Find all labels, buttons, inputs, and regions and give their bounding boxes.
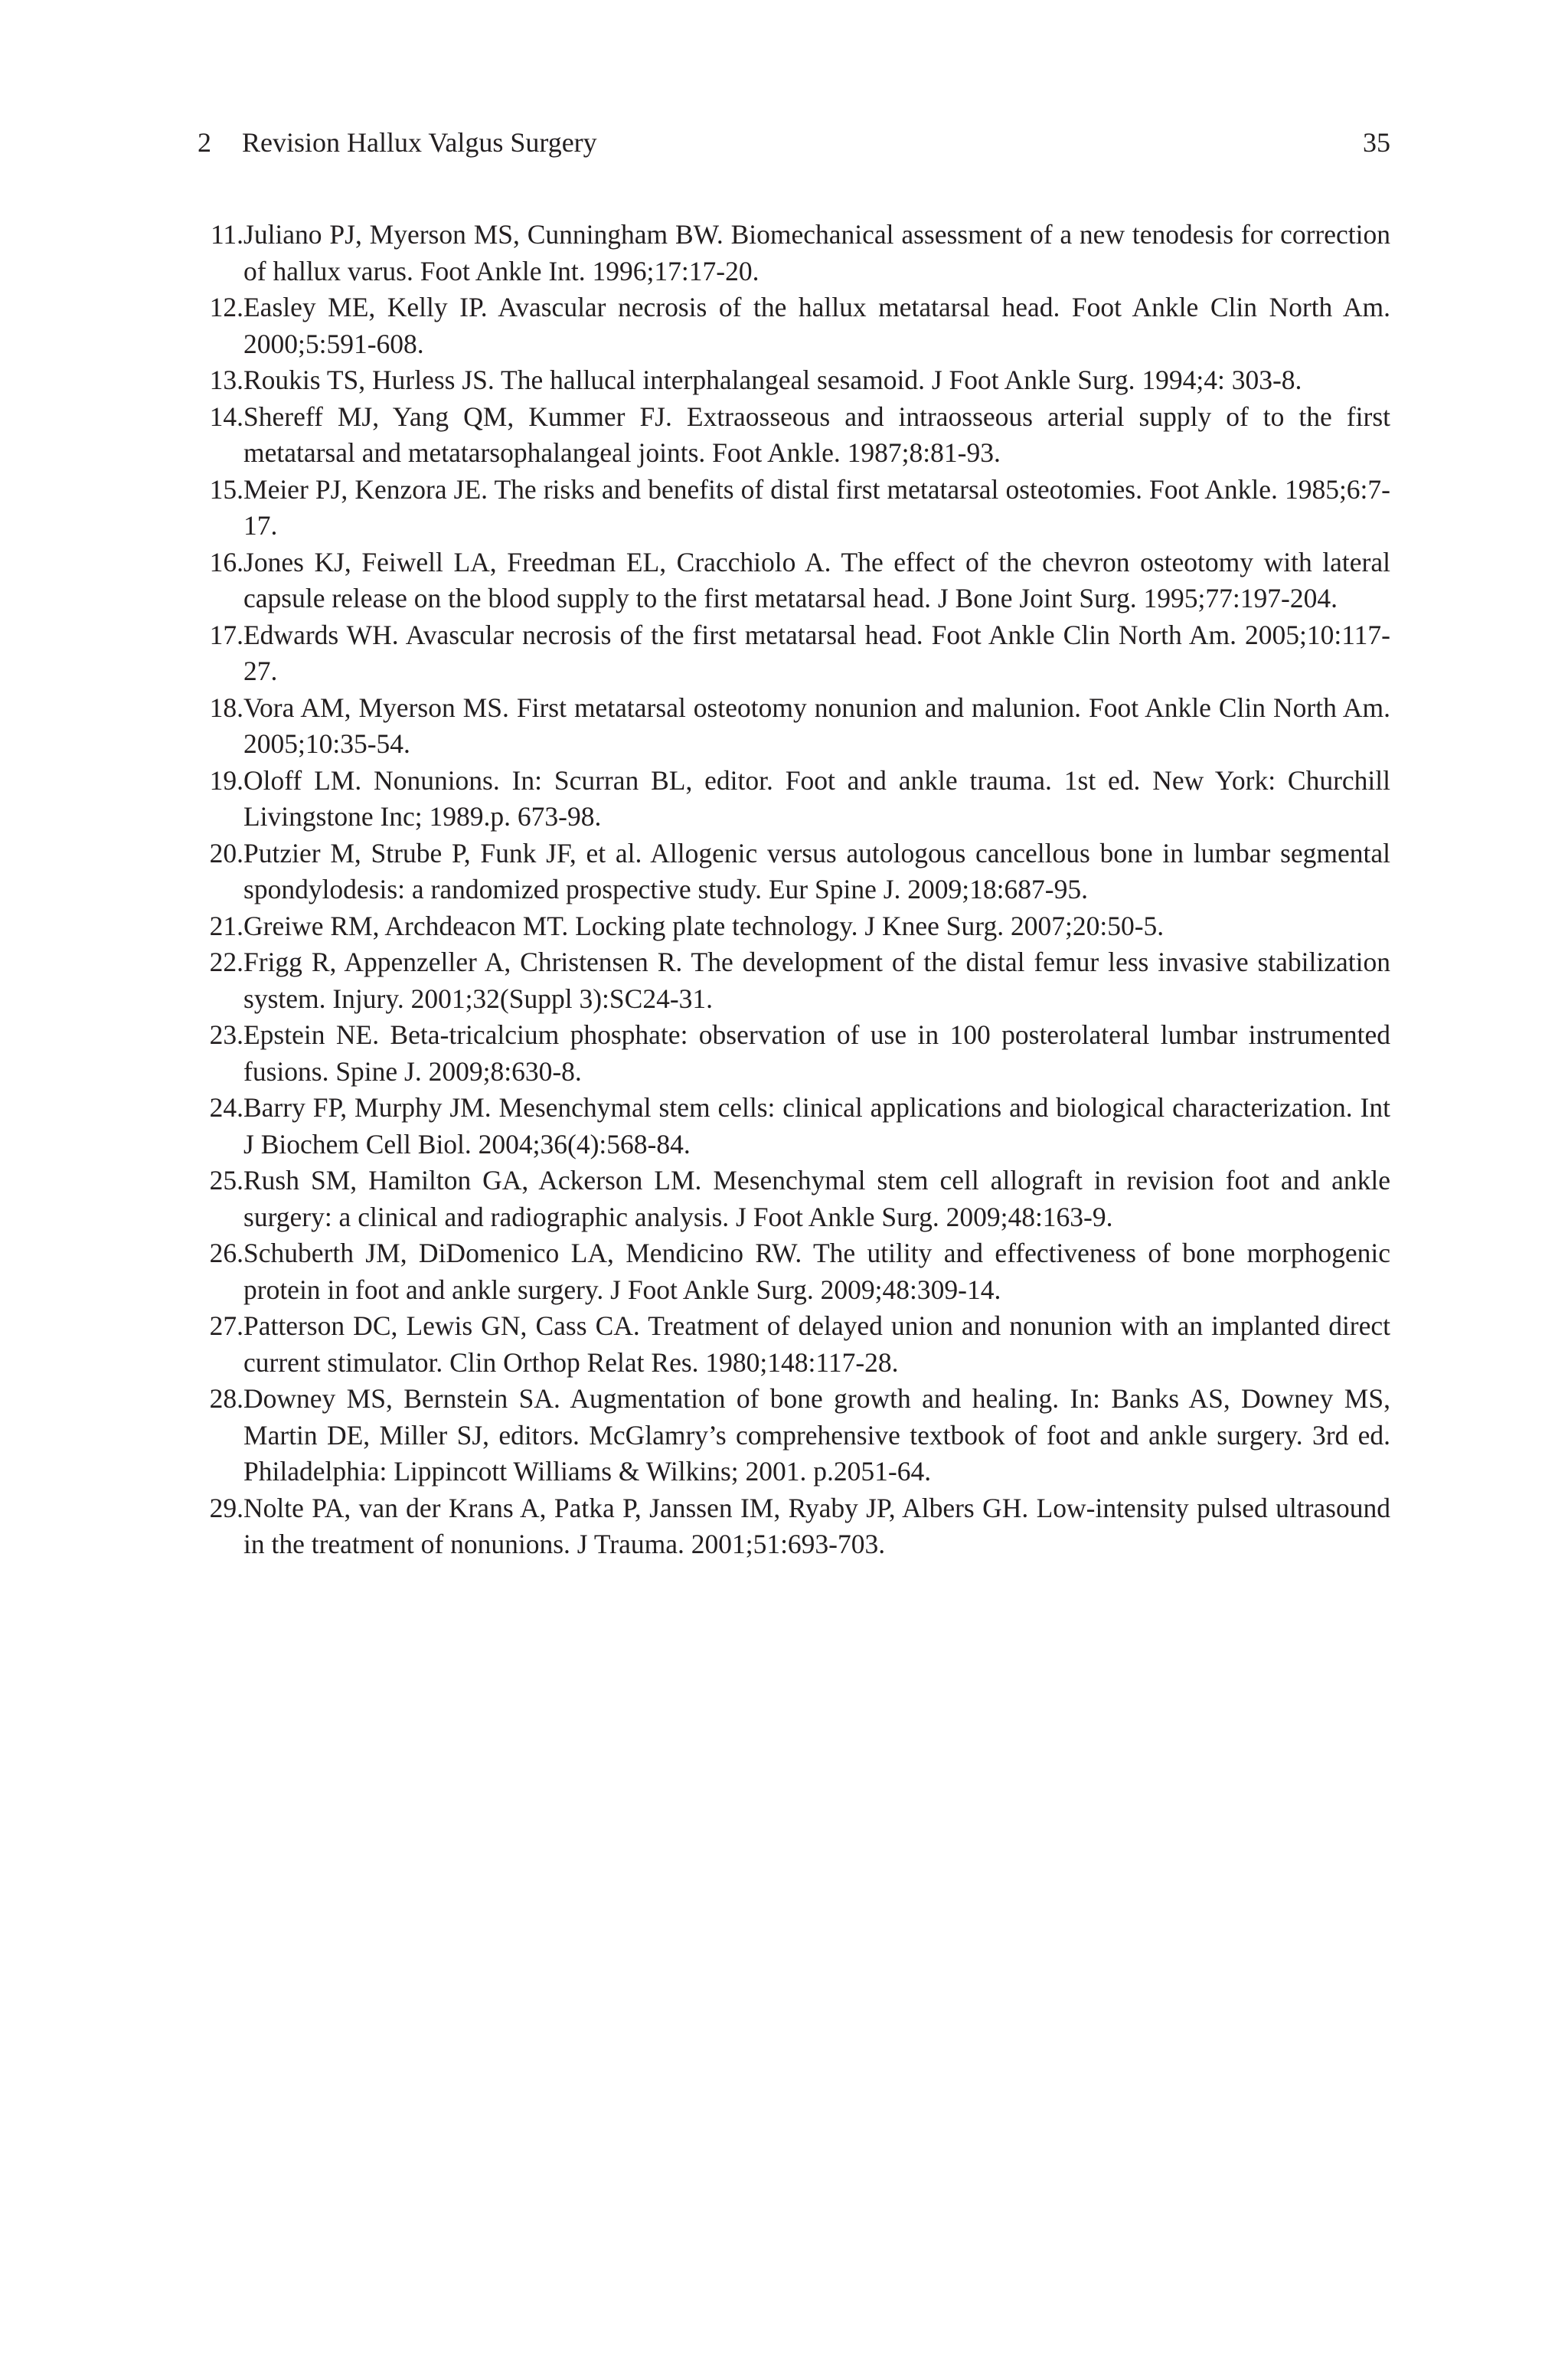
reference-item	[198, 944, 1390, 1017]
reference-number: 20.	[209, 837, 243, 868]
chapter-number: 2	[198, 127, 211, 158]
reference-item	[198, 545, 1390, 617]
reference-item	[198, 1017, 1390, 1090]
reference-number: 22.	[209, 947, 243, 977]
reference-item	[198, 1090, 1390, 1163]
reference-text: Vora AM, Myerson MS. First metatarsal osteotomy nonunion and malunion. Foot Ankle Clin North Am. 2005;10:35-54.	[243, 692, 1390, 759]
page-number: 35	[1363, 127, 1390, 158]
reference-number: 13.	[209, 365, 243, 395]
reference-number: 12.	[209, 292, 243, 322]
reference-text: Jones KJ, Feiwell LA, Freedman EL, Cracchiolo A. The effect of the chevron osteotomy with lateral capsule release on the blood supply to the first metatarsal head. J Bone Joint Surg. 1995;77:197-204.	[243, 546, 1390, 613]
reference-number: 25.	[209, 1165, 243, 1196]
reference-text: Rush SM, Hamilton GA, Ackerson LM. Mesenchymal stem cell allograft in revision foot and ankle surgery: a clinical and radiographic analysis. J Foot Ankle Surg. 2009;48:163-9.	[243, 1165, 1390, 1232]
reference-text: Nolte PA, van der Krans A, Patka P, Janssen IM, Ryaby JP, Albers GH. Low-intensity pulsed ultrasound in the treatment of nonunions. J Trauma. 2001;51:693-703.	[243, 1492, 1390, 1559]
reference-item	[198, 908, 1390, 945]
reference-number: 21.	[209, 910, 243, 941]
reference-item	[198, 1308, 1390, 1381]
reference-text: Downey MS, Bernstein SA. Augmentation of bone growth and healing. In: Banks AS, Downey MS, Martin DE, Miller SJ, editors. McGlamry’s comprehensive textbook of foot and ankle surgery. 3rd ed. Philadelphia: Lippincott Williams & Wilkins; 2001. p.2051-64.	[243, 1383, 1390, 1487]
reference-item	[198, 1163, 1390, 1235]
reference-number: 14.	[209, 401, 243, 432]
reference-text: Juliano PJ, Myerson MS, Cunningham BW. Biomechanical assessment of a new tenodesis for correction of hallux varus. Foot Ankle Int. 1996;17:17-20.	[243, 219, 1390, 286]
reference-text: Edwards WH. Avascular necrosis of the first metatarsal head. Foot Ankle Clin North Am. 2005;10:117-27.	[243, 619, 1390, 686]
reference-number: 15.	[209, 473, 243, 505]
reference-text: Patterson DC, Lewis GN, Cass CA. Treatment of delayed union and nonunion with an implanted direct current stimulator. Clin Orthop Relat Res. 1980;148:117-28.	[243, 1310, 1390, 1378]
reference-text: Putzier M, Strube P, Funk JF, et al. Allogenic versus autologous cancellous bone in lumbar segmental spondylodesis: a randomized prospective study. Eur Spine J. 2009;18:687-95.	[243, 837, 1390, 904]
reference-number: 16.	[209, 546, 243, 577]
reference-text: Shereff MJ, Yang QM, Kummer FJ. Extraosseous and intraosseous arterial supply of to the first metatarsal and metatarsophalangeal joints. Foot Ankle. 1987;8:81-93.	[243, 401, 1390, 468]
reference-item	[198, 1235, 1390, 1308]
reference-number: 18.	[209, 692, 243, 723]
reference-text: Greiwe RM, Archdeacon MT. Locking plate technology. J Knee Surg. 2007;20:50-5.	[243, 910, 1165, 941]
reference-item	[198, 617, 1390, 690]
running-head	[198, 123, 1390, 162]
chapter-title: Revision Hallux Valgus Surgery	[242, 127, 597, 158]
reference-number: 17.	[209, 619, 243, 650]
reference-text: Barry FP, Murphy JM. Mesenchymal stem cells: clinical applications and biological characterization. Int J Biochem Cell Biol. 2004;36(4):568-84.	[243, 1092, 1390, 1160]
reference-number: 27.	[209, 1310, 243, 1341]
reference-text: Oloff LM. Nonunions. In: Scurran BL, editor. Foot and ankle trauma. 1st ed. New York: Churchill Livingstone Inc; 1989.p. 673-98.	[243, 764, 1390, 832]
reference-item	[198, 1381, 1390, 1490]
reference-text: Easley ME, Kelly IP. Avascular necrosis of the hallux metatarsal head. Foot Ankle Clin North Am. 2000;5:591-608.	[243, 292, 1390, 359]
reference-item	[198, 836, 1390, 908]
reference-text: Meier PJ, Kenzora JE. The risks and benefits of distal first metatarsal osteotomies. Foot Ankle. 1985;6:7-17.	[243, 473, 1390, 541]
reference-number: 28.	[209, 1383, 243, 1414]
reference-text: Frigg R, Appenzeller A, Christensen R. The development of the distal femur less invasive stabilization system. Injury. 2001;32(Suppl 3):SC24-31.	[243, 947, 1390, 1014]
reference-number: 11.	[210, 219, 243, 250]
reference-number: 26.	[209, 1238, 243, 1268]
reference-text: Roukis TS, Hurless JS. The hallucal interphalangeal sesamoid. J Foot Ankle Surg. 1994;4: 303-8.	[243, 365, 1302, 395]
reference-item	[198, 289, 1390, 362]
reference-number: 23.	[209, 1019, 243, 1050]
reference-item	[198, 763, 1390, 836]
reference-item	[198, 1490, 1390, 1563]
reference-item	[198, 690, 1390, 763]
reference-number: 19.	[209, 764, 243, 796]
reference-item	[198, 217, 1390, 289]
reference-item	[198, 362, 1390, 399]
reference-number: 29.	[209, 1492, 243, 1523]
reference-item	[198, 472, 1390, 545]
reference-text: Epstein NE. Beta-tricalcium phosphate: observation of use in 100 posterolateral lumbar instrumented fusions. Spine J. 2009;8:630-8.	[243, 1019, 1390, 1087]
reference-list	[198, 217, 1390, 1563]
reference-item	[198, 399, 1390, 472]
reference-text: Schuberth JM, DiDomenico LA, Mendicino RW. The utility and effectiveness of bone morphogenic protein in foot and ankle surgery. J Foot Ankle Surg. 2009;48:309-14.	[243, 1238, 1390, 1305]
reference-number: 24.	[209, 1092, 243, 1123]
